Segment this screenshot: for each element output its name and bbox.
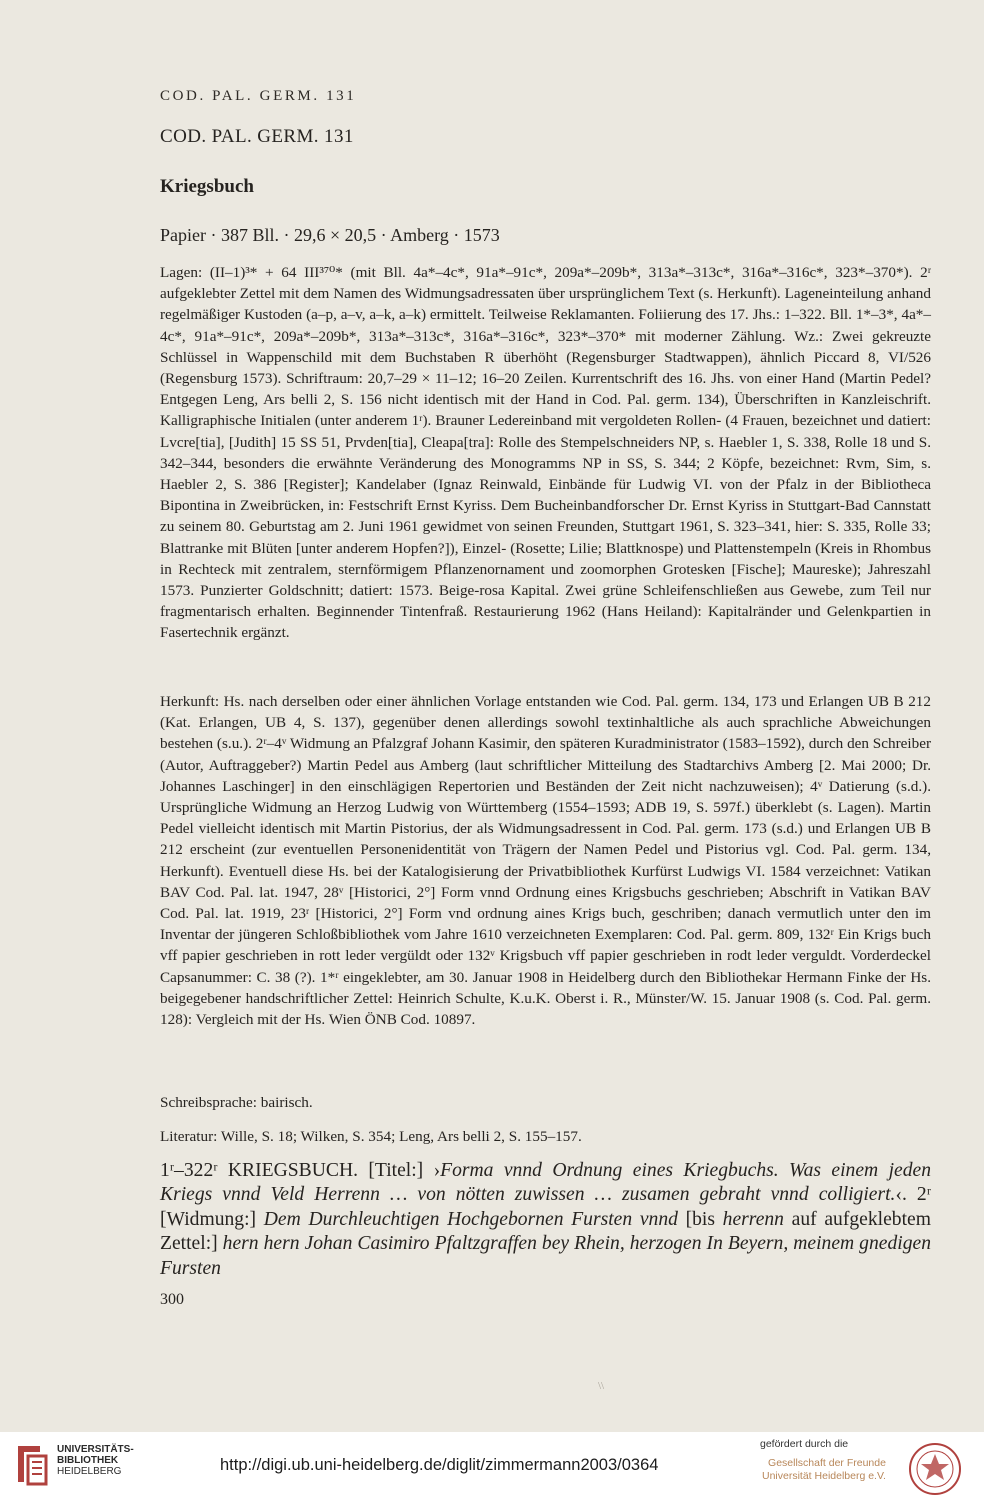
entry-after: auf aufgeklebtem Zettel:] xyxy=(160,1208,931,1255)
literatur-paragraph: Literatur: Wille, S. 18; Wilken, S. 354; Leng, Ars belli 2, S. 155–157. xyxy=(160,1128,582,1145)
library-name-line1: UNIVERSITÄTS- xyxy=(57,1444,134,1455)
sponsor-name[interactable] xyxy=(762,1457,886,1483)
page-number: 300 xyxy=(160,1291,184,1308)
sponsor-label: gefördert durch die xyxy=(760,1438,849,1450)
entry-mid: ‹. 2ʳ [Widmung:] xyxy=(160,1184,931,1230)
entry-dedication: Dem Durchleuchtigen Hochgebornen Fursten vnnd xyxy=(263,1208,678,1230)
manuscript-title: COD. PAL. GERM. 131 xyxy=(160,126,354,147)
footer-bar xyxy=(0,1432,984,1502)
lagen-paragraph: Lagen: (II–1)³* + 64 III³⁷⁰* (mit Bll. 4a*–4c*, 91a*–91c*, 209a*–209b*, 313a*–313c*, 316a*–316c*, 323*–370*). 2ʳ aufgeklebter Zettel mit dem Namen des Widmungsadressaten über ursprünglichem Text (s. Herkunft). Lageneinteilung anhand regelmäßiger Kustoden (a–p, a–v, a–k, a–k) ermittelt. Teilweise Reklamanten. Foliierung des 17. Jhs.: 1–322. Bll. 1*–3*, 4a*–4c*, 91a*–91c*, 209a*–209b*, 313a*–313c*, 316a*–316c*, 323*–370* mit moderner Zählung. Wz.: Zwei gekreuzte Schlüssel in Wappenschild mit dem Buchstaben R überhöht (Regensburger Stadtwappen), ähnlich Piccard 8, VI/526 (Regensburg 1573). Schriftraum: 20,7–29 × 11–12; 16–20 Zeilen. Kurrentschrift des 16. Jhs. von einer Hand (Martin Pedel? Entgegen Leng, Ars belli 2, S. 156 nicht identisch mit der Hand in Cod. Pal. germ. 134), Überschriften in Kanzleischrift. Kalligraphische Initialen (unter anderem 1ʳ). Brauner Ledereinband mit vergoldeten Rollen- (4 Frauen, bezeichnet und datiert: Lvcre[tia], [Judith] 15 SS 51, Prvden[tia], Cleapa[tra]: Rolle des Stempelschneiders NP, s. Haebler 1, S. 338, Rolle 18 und S. 342–344, besonders die erwähnte Veränderung des Monogramms NP in SS, S. 344; 2 Köpfe, bezeichnet: Rvm, Sim, s. Haebler 2, S. 386 [Register]; Kandelaber (Ignaz Reinwald, Einbände für Ludwig VI. von der Pfalz in der Bibliotheca Bipontina in Zweibrücken, in: Festschrift Ernst Kyriss. Dem Bucheinbandforscher Dr. Ernst Kyriss in Stuttgart-Bad Cannstatt zu seinem 80. Geburtstag am 2. Juni 1961 gewidmet von seinen Freunden, Stuttgart 1961, S. 323–341, hier: S. 335, Rolle 33; Blattranke mit Blüten [unter anderem Hopfen?]), Einzel- (Rosette; Lilie; Blattknospe) und Plattenstempeln (Kreis in Rhombus in Rechteck mit zentralem, sternförmigem Pflanzenornament und zoomorphen Grotesken [Fische]; Maureske); Jahreszahl 1573. Punzierter Goldschnitt; datiert: 1573. Beige-rosa Kapital. Zwei grüne Schleifenschließen aus Gewebe, zum Teil nur fragmentarisch erhalten. Beginnender Tintenfraß. Restaurierung 1962 (Hans Heiland): Kapitalränder und Gelenkpartien in Fasertechnik ergänzt. xyxy=(160,264,931,642)
university-seal-icon xyxy=(908,1442,962,1496)
library-name[interactable] xyxy=(57,1444,134,1477)
sponsor-line2: Universität Heidelberg e.V. xyxy=(762,1470,886,1482)
content-entry xyxy=(160,1159,931,1281)
herkunft-paragraph: Herkunft: Hs. nach derselben oder einer ähnlichen Vorlage entstanden wie Cod. Pal. germ. 134, 173 und Erlangen UB B 212 (Kat. Erlangen, UB 4, S. 137), gegenüber denen allerdings sowohl textinhaltliche als auch sprachliche Abweichungen bestehen (s.u.). 2ʳ–4ᵛ Widmung an Pfalzgraf Johann Kasimir, den späteren Kuradministrator (1583–1592), durch den Schreiber (Autor, Auftraggeber?) Martin Pedel aus Amberg (laut schriftlicher Mitteilung des Stadtarchivs Amberg [2. Mai 2000; Dr. Johannes Laschinger] in den einschlägigen Repertorien und Beständen der Zeit nicht nachzuweisen); 4ᵛ Datierung (s.d.). Ursprüngliche Widmung an Herzog Ludwig von Württemberg (1554–1593; ADB 19, S. 597f.) überklebt (s. Lagen). Martin Pedel vielleicht identisch mit Martin Pistorius, der als Widmungsadressent in Cod. Pal. germ. 173 (s.d.) und Erlangen UB B 212 erscheint (zur eventuellen Personenidentität von Trägern der Namen Pedel und Pistorius vgl. Cod. Pal. germ. 134, Herkunft). Eventuell diese Hs. bei der Katalogisierung der Privatbibliothek Kurfürst Ludwigs VI. 1584 verzeichnet: Vatikan BAV Cod. Pal. lat. 1947, 28ᵛ [Historici, 2°] Form vnnd Ordnung eines Krigsbuchs geschrieben; Abschrift in Vatikan BAV Cod. Pal. lat. 1919, 23ʳ [Historici, 2°] Form vnd ordnung aines Krigs buch, geschriben; danach vermutlich unter den im Inventar der jüngeren Schloßbibliothek vom Jahre 1610 verzeichneten Exemplaren: Cod. Pal. germ. 809, 132ʳ Ein Krigs buch vff papier geschrieben in rott leder vergüldt oder 132ᵛ Krigsbuch vff papier geschrieben in rodt leder verguldt. Vorderdeckel Capsanummer: C. 38 (?). 1*ʳ eingeklebter, am 30. Januar 1908 in Heidelberg durch den Bibliothekar Hermann Finke der Hs. beigegebener handschriftlicher Zettel: Heinrich Schulte, K.u.K. Oberst i. R., Münster/W. 15. Januar 1908 (s. Cod. Pal. germ. 128): Vergleich mit der Hs. Wien ÖNB Cod. 10897. xyxy=(160,693,931,1029)
running-head: COD. PAL. GERM. 131 xyxy=(160,88,357,104)
gutter-mark: \\ xyxy=(598,1380,605,1392)
entry-bracket: [bis xyxy=(677,1208,723,1230)
sponsor-line1: Gesellschaft der Freunde xyxy=(768,1457,886,1469)
physical-description: Papier · 387 Bll. · 29,6 × 20,5 · Amberg · 1573 xyxy=(160,225,500,245)
document-url-link[interactable]: http://digi.ub.uni-heidelberg.de/diglit/zimmermann2003/0364 xyxy=(220,1456,659,1474)
library-name-line2: BIBLIOTHEK xyxy=(57,1455,119,1466)
entry-lead: 1ʳ–322ʳ KRIEGSBUCH. [Titel:] › xyxy=(160,1160,441,1181)
entry-herrenn: herrenn xyxy=(722,1208,784,1230)
entry-title: Forma vnnd Ordnung eines Kriegbuchs. Was einem jeden Kriegs vnnd Veld Herrenn … von nötten zuwissen … zusamen gebraht vnnd colligiert. xyxy=(160,1160,931,1206)
library-logo-icon[interactable] xyxy=(12,1442,52,1488)
manuscript-subtitle: Kriegsbuch xyxy=(160,176,254,197)
schreibsprache-paragraph: Schreibsprache: bairisch. xyxy=(160,1094,313,1111)
entry-end: hern hern Johan Casimiro Pfaltzgraffen bey Rhein, herzogen In Beyern, meinem gnedigen Fursten xyxy=(160,1233,931,1279)
library-name-line3: HEIDELBERG xyxy=(57,1466,122,1477)
